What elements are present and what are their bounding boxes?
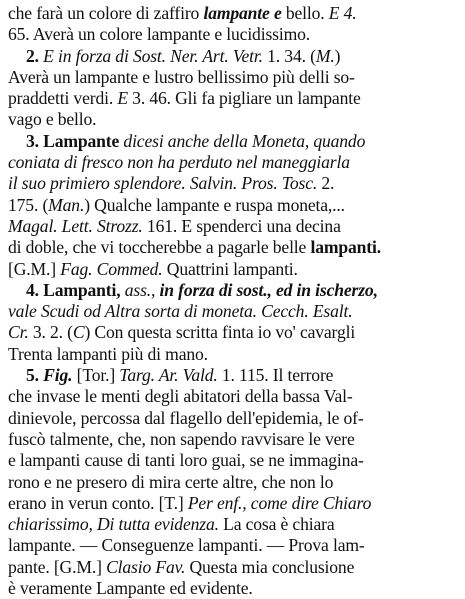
text-run: 1. 34. (: [262, 45, 316, 66]
text-run: dicesi anche della Moneta, quando: [123, 130, 366, 151]
text-line: [8, 344, 457, 365]
text-run: 3. 2. (: [28, 322, 73, 343]
text-run: che invase le menti degli abitatori della bassa Val-: [8, 386, 353, 407]
text-run: coniata di fresco non ha perduto nel maneggiarla: [8, 152, 350, 173]
text-line: [8, 152, 457, 173]
text-run: erano in verun conto. [T.]: [8, 492, 188, 513]
text-line: [8, 195, 457, 216]
text-run: E 4.: [328, 3, 357, 23]
text-run: E in forza di Sost. Ner. Art. Vetr.: [43, 45, 263, 66]
text-run: vago e bello.: [8, 109, 97, 130]
text-run: chiarissimo, Di tutta evidenza.: [8, 514, 219, 535]
text-line: [8, 216, 457, 237]
text-run: [G.M.]: [8, 258, 61, 279]
text-line: [8, 109, 457, 130]
text-run: ) Con questa scritta finta io vo' cavargli: [84, 322, 356, 343]
text-run: 161. E spenderci una decina: [142, 215, 341, 236]
text-line: [8, 301, 457, 322]
text-line: [8, 24, 457, 45]
text-run: pante. [G.M.]: [8, 556, 107, 577]
text-run: ): [334, 45, 341, 66]
text-line: [8, 259, 457, 280]
text-run: lampanti.: [310, 237, 381, 258]
text-run: ass.,: [124, 279, 160, 300]
text-run: Magal. Lett. Strozz.: [8, 215, 143, 236]
text-run: Questa mia conclusione: [185, 556, 355, 577]
text-line: [8, 557, 457, 578]
text-run: Fag. Commed.: [60, 258, 163, 279]
text-run: 3. 46. Gli fa pigliare un lampante: [127, 88, 361, 109]
text-run: rono e ne presero di mira certe altre, che non lo: [8, 471, 334, 492]
text-line: [8, 386, 457, 407]
text-line: [8, 237, 457, 258]
text-line: [8, 173, 457, 194]
text-run: Averà un lampante e lustro bellissimo più delli so-: [8, 66, 355, 87]
text-run: Cr.: [8, 322, 29, 343]
text-run: Fig.: [43, 365, 73, 386]
text-run: e lampanti cause di tanti loro guai, se ne immagina-: [8, 450, 364, 471]
text-line: [8, 408, 457, 429]
text-run: 4. Lampanti,: [26, 279, 125, 300]
text-run: Quattrini lampanti.: [162, 258, 298, 279]
text-run: Trenta lampanti più di mano.: [8, 343, 208, 364]
text-run: 5.: [26, 365, 44, 386]
text-run: vale Scudi od Altra sorta di moneta. Cecch. Esalt.: [8, 301, 353, 322]
text-run: 2.: [26, 45, 44, 66]
text-run: [Tor.]: [72, 365, 120, 386]
text-run: fuscò talmente, che, non sapendo ravvisare le vere: [8, 428, 355, 449]
text-run: C: [72, 322, 85, 343]
text-line: [8, 46, 457, 67]
text-run: dinievole, percossa dal flagello dell'epidemia, le of-: [8, 407, 364, 428]
text-run: 2.: [317, 173, 335, 194]
text-run: che farà un colore di zaffiro: [8, 3, 204, 23]
text-run: 3. Lampante: [26, 130, 124, 151]
text-run: Per enf., come dire Chiaro: [187, 492, 372, 513]
text-line: [8, 88, 457, 109]
text-run: 65. Averà un colore lampante e lucidissimo.: [8, 24, 311, 45]
text-run: 1. 115. Il terrore: [217, 365, 334, 386]
text-line: [8, 472, 457, 493]
text-run: di doble, che vi toccherebbe a pagarle belle: [8, 237, 311, 258]
text-run: M.: [315, 45, 335, 66]
text-line: [8, 3, 457, 24]
text-line: [8, 493, 457, 514]
text-line: [8, 365, 457, 386]
text-line: [8, 514, 457, 535]
text-run: praddetti verdi.: [8, 88, 118, 109]
text-line: [8, 535, 457, 556]
text-line: [8, 280, 457, 301]
text-run: lampante e: [203, 3, 282, 23]
text-run: E: [117, 88, 128, 109]
text-run: La cosa è chiara: [218, 514, 335, 535]
text-run: 175. (: [8, 194, 49, 215]
text-line: [8, 450, 457, 471]
text-line: [8, 131, 457, 152]
text-run: Targ. Ar. Vald.: [119, 365, 218, 386]
text-run: in forza di sost., ed in ischerzo,: [159, 279, 378, 300]
text-run: ) Qualche lampante e ruspa moneta,...: [84, 194, 345, 215]
text-line: [8, 429, 457, 450]
text-run: Man.: [48, 194, 85, 215]
text-run: il suo primiero splendore. Salvin. Pros. Tosc.: [8, 173, 318, 194]
text-run: è veramente Lampante ed evidente.: [8, 578, 253, 599]
text-line: [8, 322, 457, 343]
text-run: Clasio Fav.: [106, 556, 186, 577]
text-run: bello.: [281, 3, 329, 23]
text-run: lampante. — Conseguenze lampanti. — Prova lam-: [8, 535, 365, 556]
text-line: [8, 67, 457, 88]
